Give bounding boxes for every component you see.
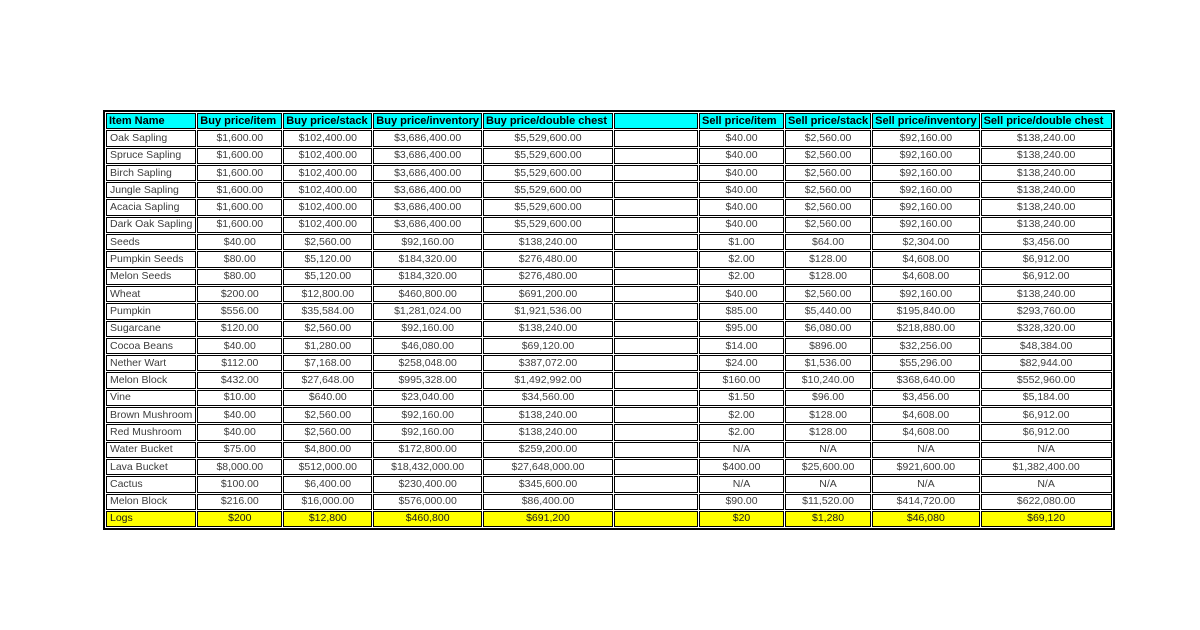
price-cell[interactable]: $216.00	[197, 494, 282, 510]
price-cell[interactable]: $622,080.00	[981, 494, 1112, 510]
table-row	[106, 199, 1112, 215]
price-cell[interactable]: $3,686,400.00	[373, 217, 482, 233]
price-cell[interactable]: $1.00	[699, 234, 784, 250]
item-name-cell[interactable]: Melon Block	[106, 494, 196, 510]
price-cell[interactable]: $2.00	[699, 269, 784, 285]
table-row	[106, 269, 1112, 285]
price-cell[interactable]: $5,120.00	[283, 251, 372, 267]
price-cell[interactable]: $1,492,992.00	[483, 372, 613, 388]
table-row	[106, 442, 1112, 458]
price-cell[interactable]: $258,048.00	[373, 355, 482, 371]
price-cell[interactable]: $6,912.00	[981, 269, 1112, 285]
price-cell[interactable]: $1.50	[699, 390, 784, 406]
price-cell[interactable]: N/A	[981, 442, 1112, 458]
price-cell[interactable]: $95.00	[699, 321, 784, 337]
spacer-cell[interactable]	[614, 199, 698, 215]
price-cell[interactable]: $92,160.00	[872, 165, 979, 181]
price-cell[interactable]: $55,296.00	[872, 355, 979, 371]
price-cell[interactable]: $1,921,536.00	[483, 303, 613, 319]
price-cell[interactable]: $995,328.00	[373, 372, 482, 388]
price-cell[interactable]: $40.00	[197, 234, 282, 250]
price-cell[interactable]: $5,529,600.00	[483, 130, 613, 146]
price-cell[interactable]: $46,080	[872, 511, 979, 527]
price-cell[interactable]: $80.00	[197, 269, 282, 285]
price-cell[interactable]: $27,648.00	[283, 372, 372, 388]
price-cell[interactable]: $138,240.00	[483, 407, 613, 423]
price-cell[interactable]: $90.00	[699, 494, 784, 510]
price-cell[interactable]: $120.00	[197, 321, 282, 337]
price-cell[interactable]: $12,800	[283, 511, 372, 527]
spacer-cell[interactable]	[614, 390, 698, 406]
column-header-sell_price_item[interactable]: Sell price/item	[699, 113, 784, 129]
spacer-header-cell[interactable]	[614, 113, 698, 129]
price-cell[interactable]: $2,560.00	[785, 148, 871, 164]
price-cell[interactable]: $218,880.00	[872, 321, 979, 337]
price-cell[interactable]: $1,600.00	[197, 130, 282, 146]
spacer-cell[interactable]	[614, 372, 698, 388]
price-cell[interactable]: $128.00	[785, 424, 871, 440]
price-cell[interactable]: $5,440.00	[785, 303, 871, 319]
item-name-cell[interactable]: Lava Bucket	[106, 459, 196, 475]
price-cell[interactable]: $128.00	[785, 251, 871, 267]
item-name-cell[interactable]: Seeds	[106, 234, 196, 250]
item-name-cell[interactable]: Brown Mushroom	[106, 407, 196, 423]
price-cell[interactable]: $8,000.00	[197, 459, 282, 475]
price-cell[interactable]: $138,240.00	[981, 199, 1112, 215]
spreadsheet-container	[103, 110, 1115, 530]
price-cell[interactable]: $40.00	[699, 182, 784, 198]
price-cell[interactable]: $5,120.00	[283, 269, 372, 285]
price-cell[interactable]: $11,520.00	[785, 494, 871, 510]
price-cell[interactable]: $102,400.00	[283, 148, 372, 164]
price-cell[interactable]: $92,160.00	[872, 286, 979, 302]
price-cell[interactable]: $230,400.00	[373, 476, 482, 492]
price-cell[interactable]: $1,600.00	[197, 148, 282, 164]
item-name-cell[interactable]: Sugarcane	[106, 321, 196, 337]
spacer-cell[interactable]	[614, 511, 698, 527]
spacer-cell[interactable]	[614, 182, 698, 198]
spacer-cell[interactable]	[614, 286, 698, 302]
price-cell[interactable]: $2,560.00	[785, 165, 871, 181]
column-header-sell_price_double_chest[interactable]: Sell price/double chest	[981, 113, 1112, 129]
price-cell[interactable]: $3,686,400.00	[373, 182, 482, 198]
price-cell[interactable]: $92,160.00	[373, 424, 482, 440]
price-cell[interactable]: $138,240.00	[981, 182, 1112, 198]
table-row	[106, 424, 1112, 440]
price-cell[interactable]: $4,608.00	[872, 269, 979, 285]
price-cell[interactable]: $400.00	[699, 459, 784, 475]
price-cell[interactable]: $3,686,400.00	[373, 199, 482, 215]
item-name-cell[interactable]: Spruce Sapling	[106, 148, 196, 164]
price-cell[interactable]: $128.00	[785, 407, 871, 423]
price-cell[interactable]: $200.00	[197, 286, 282, 302]
spacer-cell[interactable]	[614, 442, 698, 458]
spacer-cell[interactable]	[614, 234, 698, 250]
price-cell[interactable]: $92,160.00	[872, 130, 979, 146]
price-cell[interactable]: $138,240.00	[483, 321, 613, 337]
price-cell[interactable]: $92,160.00	[872, 182, 979, 198]
price-cell[interactable]: $160.00	[699, 372, 784, 388]
price-cell[interactable]: $3,686,400.00	[373, 165, 482, 181]
price-cell[interactable]: $1,280.00	[283, 338, 372, 354]
price-cell[interactable]: $2,560.00	[283, 424, 372, 440]
price-cell[interactable]: $138,240.00	[981, 165, 1112, 181]
price-cell[interactable]: $1,600.00	[197, 199, 282, 215]
price-cell[interactable]: $2,560.00	[283, 234, 372, 250]
price-cell[interactable]: $69,120	[981, 511, 1112, 527]
price-cell[interactable]: $100.00	[197, 476, 282, 492]
price-cell[interactable]: $14.00	[699, 338, 784, 354]
price-cell[interactable]: $6,400.00	[283, 476, 372, 492]
price-cell[interactable]: $46,080.00	[373, 338, 482, 354]
price-cell[interactable]: $35,584.00	[283, 303, 372, 319]
price-cell[interactable]: $1,600.00	[197, 217, 282, 233]
price-cell[interactable]: $276,480.00	[483, 251, 613, 267]
spacer-cell[interactable]	[614, 217, 698, 233]
price-cell[interactable]: $40.00	[197, 424, 282, 440]
price-cell[interactable]: $552,960.00	[981, 372, 1112, 388]
price-cell[interactable]: $2,560.00	[283, 407, 372, 423]
price-cell[interactable]: $75.00	[197, 442, 282, 458]
price-cell[interactable]: $80.00	[197, 251, 282, 267]
price-cell[interactable]: $4,608.00	[872, 407, 979, 423]
spacer-cell[interactable]	[614, 130, 698, 146]
price-cell[interactable]: $2.00	[699, 424, 784, 440]
price-cell[interactable]: $102,400.00	[283, 217, 372, 233]
price-cell[interactable]: $184,320.00	[373, 251, 482, 267]
price-cell[interactable]: $368,640.00	[872, 372, 979, 388]
item-name-cell[interactable]: Oak Sapling	[106, 130, 196, 146]
item-name-cell[interactable]: Melon Seeds	[106, 269, 196, 285]
price-cell[interactable]: $102,400.00	[283, 130, 372, 146]
header-row	[106, 113, 1112, 129]
price-cell[interactable]: $40.00	[699, 199, 784, 215]
item-name-cell[interactable]: Vine	[106, 390, 196, 406]
price-cell[interactable]: $2,560.00	[785, 130, 871, 146]
price-cell[interactable]: $3,456.00	[981, 234, 1112, 250]
spacer-cell[interactable]	[614, 165, 698, 181]
price-cell[interactable]: $23,040.00	[373, 390, 482, 406]
price-cell[interactable]: $414,720.00	[872, 494, 979, 510]
price-cell[interactable]: $1,600.00	[197, 165, 282, 181]
table-row	[106, 321, 1112, 337]
price-cell[interactable]: $16,000.00	[283, 494, 372, 510]
price-cell[interactable]: $460,800.00	[373, 286, 482, 302]
table-row	[106, 182, 1112, 198]
item-name-cell[interactable]: Cactus	[106, 476, 196, 492]
price-cell[interactable]: $640.00	[283, 390, 372, 406]
item-name-cell[interactable]: Dark Oak Sapling	[106, 217, 196, 233]
price-cell[interactable]: $6,912.00	[981, 251, 1112, 267]
price-cell[interactable]: $92,160.00	[872, 217, 979, 233]
price-cell[interactable]: $24.00	[699, 355, 784, 371]
price-cell[interactable]: $6,912.00	[981, 407, 1112, 423]
price-cell[interactable]: $40.00	[699, 148, 784, 164]
price-cell[interactable]: $2,560.00	[785, 286, 871, 302]
price-cell[interactable]: N/A	[699, 442, 784, 458]
price-cell[interactable]: $3,686,400.00	[373, 148, 482, 164]
table-row	[106, 234, 1112, 250]
price-cell[interactable]: $5,529,600.00	[483, 217, 613, 233]
table-row	[106, 148, 1112, 164]
price-cell[interactable]: N/A	[785, 476, 871, 492]
item-name-cell[interactable]: Wheat	[106, 286, 196, 302]
price-cell[interactable]: N/A	[699, 476, 784, 492]
price-cell[interactable]: $96.00	[785, 390, 871, 406]
spacer-cell[interactable]	[614, 148, 698, 164]
spacer-cell[interactable]	[614, 303, 698, 319]
spacer-cell[interactable]	[614, 251, 698, 267]
price-cell[interactable]: $2.00	[699, 407, 784, 423]
price-cell[interactable]: $69,120.00	[483, 338, 613, 354]
column-header-sell_price_inventory[interactable]: Sell price/inventory	[872, 113, 979, 129]
price-cell[interactable]: $6,080.00	[785, 321, 871, 337]
price-cell[interactable]: $1,281,024.00	[373, 303, 482, 319]
price-cell[interactable]: $276,480.00	[483, 269, 613, 285]
table-row	[106, 390, 1112, 406]
item-name-cell[interactable]: Pumpkin Seeds	[106, 251, 196, 267]
price-cell[interactable]: $40.00	[197, 338, 282, 354]
price-cell[interactable]: $12,800.00	[283, 286, 372, 302]
price-cell[interactable]: $691,200.00	[483, 286, 613, 302]
price-cell[interactable]: $25,600.00	[785, 459, 871, 475]
price-cell[interactable]: $7,168.00	[283, 355, 372, 371]
price-cell[interactable]: $92,160.00	[373, 234, 482, 250]
price-cell[interactable]: $556.00	[197, 303, 282, 319]
spacer-cell[interactable]	[614, 494, 698, 510]
price-cell[interactable]: $328,320.00	[981, 321, 1112, 337]
table-row	[106, 407, 1112, 423]
table-row	[106, 494, 1112, 510]
price-cell[interactable]: $576,000.00	[373, 494, 482, 510]
item-name-cell[interactable]: Jungle Sapling	[106, 182, 196, 198]
spacer-cell[interactable]	[614, 269, 698, 285]
table-row	[106, 165, 1112, 181]
table-row	[106, 286, 1112, 302]
spacer-cell[interactable]	[614, 407, 698, 423]
table-row	[106, 459, 1112, 475]
price-cell[interactable]: $293,760.00	[981, 303, 1112, 319]
price-cell[interactable]: $5,529,600.00	[483, 182, 613, 198]
price-cell[interactable]: $138,240.00	[981, 148, 1112, 164]
price-cell[interactable]: $10.00	[197, 390, 282, 406]
column-header-buy_price_stack[interactable]: Buy price/stack	[283, 113, 372, 129]
price-cell[interactable]: N/A	[785, 442, 871, 458]
column-header-item_name[interactable]: Item Name	[106, 113, 196, 129]
price-cell[interactable]: $195,840.00	[872, 303, 979, 319]
price-cell[interactable]: $2,304.00	[872, 234, 979, 250]
price-cell[interactable]: $32,256.00	[872, 338, 979, 354]
price-cell[interactable]: $138,240.00	[981, 130, 1112, 146]
item-name-cell[interactable]: Pumpkin	[106, 303, 196, 319]
column-header-buy_price_inventory[interactable]: Buy price/inventory	[373, 113, 482, 129]
price-cell[interactable]: $200	[197, 511, 282, 527]
price-cell[interactable]: $27,648,000.00	[483, 459, 613, 475]
spacer-cell[interactable]	[614, 424, 698, 440]
price-cell[interactable]: $2,560.00	[785, 199, 871, 215]
price-cell[interactable]: $5,184.00	[981, 390, 1112, 406]
table-row	[106, 476, 1112, 492]
item-name-cell[interactable]: Water Bucket	[106, 442, 196, 458]
spacer-cell[interactable]	[614, 476, 698, 492]
price-cell[interactable]: $4,608.00	[872, 424, 979, 440]
price-cell[interactable]: $40.00	[699, 165, 784, 181]
price-cell[interactable]: $2.00	[699, 251, 784, 267]
price-cell[interactable]: $1,280	[785, 511, 871, 527]
price-cell[interactable]: $34,560.00	[483, 390, 613, 406]
price-cell[interactable]: $2,560.00	[283, 321, 372, 337]
price-cell[interactable]: $92,160.00	[373, 321, 482, 337]
price-cell[interactable]: $40.00	[699, 217, 784, 233]
price-cell[interactable]: $138,240.00	[483, 234, 613, 250]
price-cell[interactable]: $92,160.00	[373, 407, 482, 423]
price-cell[interactable]: $102,400.00	[283, 165, 372, 181]
price-cell[interactable]: $85.00	[699, 303, 784, 319]
price-cell[interactable]: $86,400.00	[483, 494, 613, 510]
spacer-cell[interactable]	[614, 459, 698, 475]
price-cell[interactable]: $1,536.00	[785, 355, 871, 371]
item-name-cell[interactable]: Birch Sapling	[106, 165, 196, 181]
price-cell[interactable]: $20	[699, 511, 784, 527]
price-table	[103, 110, 1115, 530]
price-cell[interactable]: $460,800	[373, 511, 482, 527]
price-cell[interactable]: $40.00	[197, 407, 282, 423]
table-row	[106, 217, 1112, 233]
price-cell[interactable]: $1,600.00	[197, 182, 282, 198]
price-cell[interactable]: $2,560.00	[785, 217, 871, 233]
price-cell[interactable]: $1,382,400.00	[981, 459, 1112, 475]
spacer-cell[interactable]	[614, 338, 698, 354]
price-cell[interactable]: $3,686,400.00	[373, 130, 482, 146]
price-cell[interactable]: $102,400.00	[283, 199, 372, 215]
spacer-cell[interactable]	[614, 321, 698, 337]
price-cell[interactable]: $112.00	[197, 355, 282, 371]
table-row	[106, 303, 1112, 319]
item-name-cell[interactable]: Logs	[106, 511, 196, 527]
price-cell[interactable]: $345,600.00	[483, 476, 613, 492]
price-cell[interactable]: $3,456.00	[872, 390, 979, 406]
price-cell[interactable]: $48,384.00	[981, 338, 1112, 354]
table-row	[106, 130, 1112, 146]
price-cell[interactable]: $6,912.00	[981, 424, 1112, 440]
item-name-cell[interactable]: Cocoa Beans	[106, 338, 196, 354]
price-cell[interactable]: $92,160.00	[872, 199, 979, 215]
price-cell[interactable]: $896.00	[785, 338, 871, 354]
item-name-cell[interactable]: Red Mushroom	[106, 424, 196, 440]
price-cell[interactable]: $5,529,600.00	[483, 148, 613, 164]
price-cell[interactable]: $18,432,000.00	[373, 459, 482, 475]
item-name-cell[interactable]: Nether Wart	[106, 355, 196, 371]
table-row	[106, 338, 1112, 354]
price-cell[interactable]: $138,240.00	[483, 424, 613, 440]
item-name-cell[interactable]: Melon Block	[106, 372, 196, 388]
price-cell[interactable]: $128.00	[785, 269, 871, 285]
spacer-cell[interactable]	[614, 355, 698, 371]
column-header-buy_price_double_chest[interactable]: Buy price/double chest	[483, 113, 613, 129]
price-cell[interactable]: $10,240.00	[785, 372, 871, 388]
price-cell[interactable]: $64.00	[785, 234, 871, 250]
price-cell[interactable]: $387,072.00	[483, 355, 613, 371]
price-cell[interactable]: $184,320.00	[373, 269, 482, 285]
price-cell[interactable]: $2,560.00	[785, 182, 871, 198]
price-cell[interactable]: $5,529,600.00	[483, 199, 613, 215]
price-cell[interactable]: $40.00	[699, 286, 784, 302]
column-header-sell_price_stack[interactable]: Sell price/stack	[785, 113, 871, 129]
price-cell[interactable]: N/A	[872, 442, 979, 458]
price-cell[interactable]: $82,944.00	[981, 355, 1112, 371]
price-cell[interactable]: $432.00	[197, 372, 282, 388]
price-cell[interactable]: $4,800.00	[283, 442, 372, 458]
table-row	[106, 251, 1112, 267]
price-cell[interactable]: $172,800.00	[373, 442, 482, 458]
price-cell[interactable]: N/A	[872, 476, 979, 492]
price-cell[interactable]: $138,240.00	[981, 286, 1112, 302]
item-name-cell[interactable]: Acacia Sapling	[106, 199, 196, 215]
price-cell[interactable]: $102,400.00	[283, 182, 372, 198]
price-cell[interactable]: $4,608.00	[872, 251, 979, 267]
price-cell[interactable]: $921,600.00	[872, 459, 979, 475]
price-cell[interactable]: N/A	[981, 476, 1112, 492]
price-cell[interactable]: $92,160.00	[872, 148, 979, 164]
price-cell[interactable]: $138,240.00	[981, 217, 1112, 233]
price-cell[interactable]: $691,200	[483, 511, 613, 527]
table-row	[106, 511, 1112, 527]
table-row	[106, 372, 1112, 388]
price-cell[interactable]: $40.00	[699, 130, 784, 146]
price-cell[interactable]: $5,529,600.00	[483, 165, 613, 181]
table-row	[106, 355, 1112, 371]
price-cell[interactable]: $512,000.00	[283, 459, 372, 475]
column-header-buy_price_item[interactable]: Buy price/item	[197, 113, 282, 129]
price-cell[interactable]: $259,200.00	[483, 442, 613, 458]
